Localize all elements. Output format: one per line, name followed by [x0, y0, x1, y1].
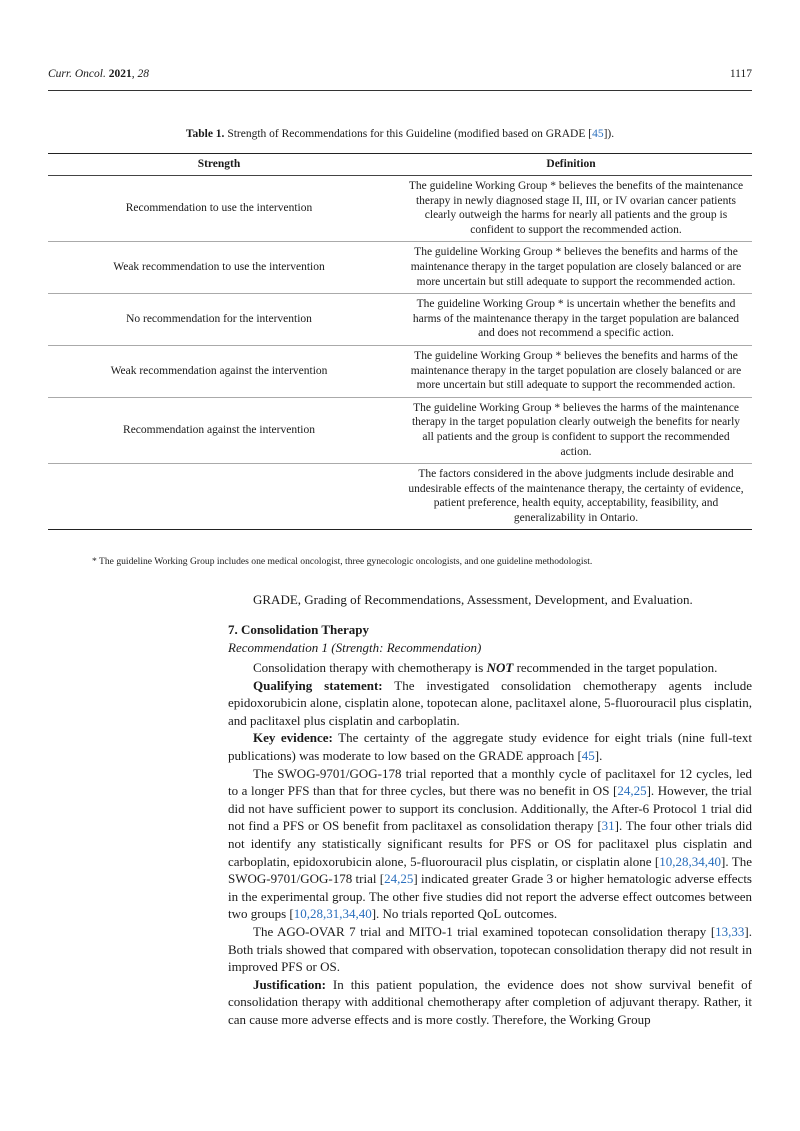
citation-link[interactable]: 45 — [592, 128, 604, 140]
qualifying-statement-label: Qualifying statement: — [253, 677, 383, 693]
table-caption-label: Table 1. — [185, 128, 225, 140]
definition-cell: The guideline Working Group * believes the benefits and harms of the maintenance therapy in the target population are closely balanced or are more uncertain but still adequate to support the recommended action. — [390, 242, 752, 294]
paragraph — [228, 923, 752, 976]
definition-cell: The factors considered in the above judgments include desirable and undesirable effects of the maintenance therapy, the certainty of evidence, patient preference, health equity, acceptability, feasibility, and generalizability in Ontario. — [390, 464, 752, 530]
table-caption-text: Strength of Recommendations for this Guideline (modified based on GRADE [ — [224, 128, 593, 140]
paragraph-text: ]. No trials reported QoL outcomes. — [371, 906, 558, 922]
table-row — [48, 294, 752, 346]
paragraph — [228, 765, 752, 923]
section-body — [228, 659, 752, 1028]
paragraph-text: The SWOG-9701/GOG-178 trial reported that a monthly cycle of paclitaxel for 12 cycles, led to a longer PFS than that for three cycles, but there was no benefit in OS [ — [228, 765, 752, 799]
paragraph-text: ]. The four other trials did not identify any statistically significant results for PFS or OS for paclitaxel plus cisplatin and carboplatin, epidoxorubicin alone, 5-fluorouracil plus cisplatin, or cisplatin alone [ — [228, 818, 753, 869]
citation-link[interactable]: 45 — [581, 747, 595, 763]
strength-cell — [48, 464, 390, 530]
running-header — [48, 68, 752, 91]
page-number: 1117 — [729, 68, 752, 80]
journal-citation — [48, 68, 149, 80]
paragraph-text: ]. — [594, 747, 603, 763]
citation-link[interactable]: 24,25 — [617, 783, 647, 799]
strength-cell: Recommendation to use the intervention — [48, 176, 390, 242]
strength-cell: Weak recommendation to use the intervention — [48, 242, 390, 294]
paragraph — [228, 677, 752, 730]
column-header-definition: Definition — [390, 154, 752, 176]
strength-cell: Weak recommendation against the intervention — [48, 345, 390, 397]
table-footnote: * The guideline Working Group includes one medical oncologist, three gynecologic oncologists, and one guideline methodologist. — [92, 556, 593, 567]
paragraph-text: In this patient population, the evidence does not show survival benefit of consolidation therapy with additional chemotherapy after completion of adjuvant therapy. Rather, it can cause more adverse effects and is more costly. Therefore, the Working Group — [228, 976, 752, 1027]
definition-cell: The guideline Working Group * is uncertain whether the benefits and harms of the maintenance therapy in the target population are balanced and does not recommend a specific action. — [390, 294, 752, 346]
grade-abbreviation-note: GRADE, Grading of Recommendations, Assessment, Development, and Evaluation. — [253, 592, 693, 607]
definition-cell: The guideline Working Group * believes the harms of the maintenance therapy in the target population clearly outweigh the benefits for nearly all patients and the group is confident to support the recommended action. — [390, 397, 752, 463]
table-row — [48, 176, 752, 242]
paragraph-text: ]. The SWOG-9701/GOG-178 trial [ — [228, 853, 752, 887]
column-header-strength: Strength — [48, 154, 390, 176]
justification-label: Justification: — [253, 976, 326, 992]
table-row — [48, 345, 752, 397]
citation-link[interactable]: 10,28,31,34,40 — [293, 906, 372, 922]
table-caption — [48, 128, 752, 140]
journal-volume: , 28 — [131, 68, 149, 80]
citation-link[interactable]: 13,33 — [715, 923, 745, 939]
citation-link[interactable]: 31 — [601, 818, 615, 834]
paragraph-text: ] indicated greater Grade 3 or higher hematologic adverse effects in the experimental group. The other five studies did not report the adverse effect outcomes between two groups [ — [228, 871, 752, 922]
table-header-row — [48, 154, 752, 176]
table-row — [48, 397, 752, 463]
paragraph — [228, 659, 752, 677]
paragraph-text: The AGO-OVAR 7 trial and MITO-1 trial examined topotecan consolidation therapy [ — [253, 923, 716, 939]
definition-cell: The guideline Working Group * believes the benefits and harms of the maintenance therapy in the target population are closely balanced or are more uncertain but still adequate to support the recommended action. — [390, 345, 752, 397]
table-row — [48, 242, 752, 294]
recommendation-strength-table — [48, 153, 752, 530]
definition-cell: The guideline Working Group * believes the benefits of the maintenance therapy in newly diagnosed stage II, III, or IV ovarian cancer patients clearly outweigh the harms for nearly all patients and the group is confident to support the recommended action. — [390, 176, 752, 242]
key-evidence-label: Key evidence: — [253, 730, 333, 746]
paragraph-text: Consolidation therapy with chemotherapy is — [253, 660, 487, 675]
journal-name: Curr. Oncol. — [48, 68, 106, 80]
citation-link[interactable]: 10,28,34,40 — [659, 853, 721, 869]
paragraph-text: recommended in the target population. — [513, 660, 718, 675]
table-row — [48, 464, 752, 530]
strength-cell: No recommendation for the intervention — [48, 294, 390, 346]
paragraph-text: ]. Both trials showed that compared with observation, topotecan consolidation therapy did not result in improved PFS or OS. — [228, 923, 752, 975]
paragraph — [228, 976, 752, 1029]
paragraph-text: ]. However, the trial did not have sufficient power to support its conclusion. Additionally, the After-6 Protocol 1 trial did not find a PFS or OS benefit from paclitaxel as consolidation therapy [ — [228, 783, 752, 834]
strength-cell: Recommendation against the intervention — [48, 397, 390, 463]
journal-year: 2021 — [108, 68, 132, 80]
emphasis-not: NOT — [486, 660, 514, 675]
recommendation-subtitle: Recommendation 1 (Strength: Recommendation) — [228, 640, 482, 655]
paragraph — [228, 729, 752, 764]
citation-link[interactable]: 24,25 — [384, 871, 414, 887]
table-caption-end: ]). — [603, 128, 615, 140]
paragraph-text: The certainty of the aggregate study evidence for eight trials (nine full-text publications) was moderate to low based on the GRADE approach [ — [228, 730, 752, 763]
section-title: 7. Consolidation Therapy — [228, 622, 369, 637]
paragraph-text: The investigated consolidation chemotherapy agents include epidoxorubicin alone, cisplatin alone, topotecan alone, paclitaxel alone, 5-fluorouracil plus cisplatin, and paclitaxel plus cisplatin and carboplatin. — [228, 677, 752, 728]
